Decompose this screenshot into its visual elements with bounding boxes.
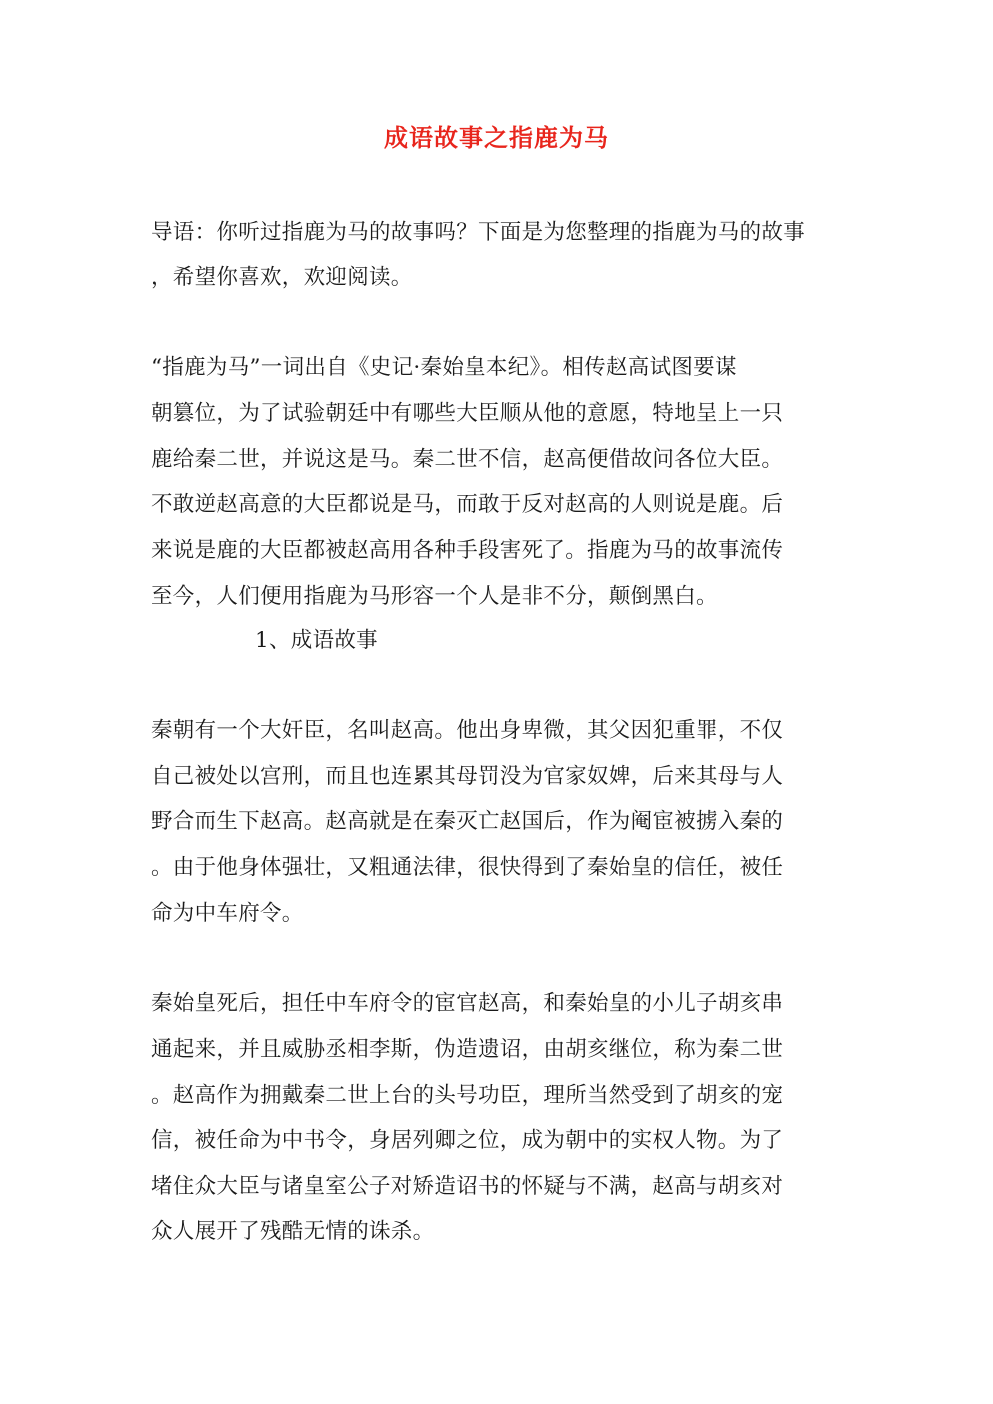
text-line: 至今，人们便用指鹿为马形容一个人是非不分，颠倒黑白。 bbox=[151, 584, 718, 609]
text-line: 信，被任命为中书令，身居列卿之位，成为朝中的实权人物。为了 bbox=[151, 1128, 784, 1153]
text-line: 不敢逆赵高意的大臣都说是马，而敢于反对赵高的人则说是鹿。后 bbox=[151, 492, 784, 517]
text-line: 众人展开了残酷无情的诛杀。 bbox=[151, 1219, 435, 1244]
text-line: 秦始皇死后，担任中车府令的宦官赵高，和秦始皇的小儿子胡亥串 bbox=[151, 991, 784, 1016]
text-line: 鹿给秦二世，并说这是马。秦二世不信，赵高便借故问各位大臣。 bbox=[151, 447, 784, 472]
text-line: 。由于他身体强壮，又粗通法律，很快得到了秦始皇的信任，被任 bbox=[151, 855, 784, 880]
text-line: ，希望你喜欢，欢迎阅读。 bbox=[151, 265, 413, 290]
text-line: 秦朝有一个大奸臣，名叫赵高。他出身卑微，其父因犯重罪，不仅 bbox=[151, 718, 784, 743]
document-title: 成语故事之指鹿为马 bbox=[384, 123, 609, 152]
text-line: “指鹿为马”一词出自《史记·秦始皇本纪》。相传赵高试图要谋 bbox=[151, 355, 737, 380]
text-line: 导语：你听过指鹿为马的故事吗？下面是为您整理的指鹿为马的故事 bbox=[151, 220, 806, 245]
text-line: 来说是鹿的大臣都被赵高用各种手段害死了。指鹿为马的故事流传 bbox=[151, 538, 784, 563]
section-heading: 1、成语故事 bbox=[255, 628, 378, 653]
text-line: 命为中车府令。 bbox=[151, 901, 304, 926]
text-line: 堵住众大臣与诸皇室公子对矫造诏书的怀疑与不满，赵高与胡亥对 bbox=[151, 1174, 784, 1199]
text-line: 朝篡位，为了试验朝廷中有哪些大臣顺从他的意愿，特地呈上一只 bbox=[151, 401, 784, 426]
text-line: 。赵高作为拥戴秦二世上台的头号功臣，理所当然受到了胡亥的宠 bbox=[151, 1083, 784, 1108]
text-line: 通起来，并且威胁丞相李斯，伪造遗诏，由胡亥继位，称为秦二世 bbox=[151, 1037, 784, 1062]
text-line: 野合而生下赵高。赵高就是在秦灭亡赵国后，作为阉宦被掳入秦的 bbox=[151, 809, 784, 834]
text-line: 自己被处以宫刑，而且也连累其母罚没为官家奴婢，后来其母与人 bbox=[151, 764, 784, 789]
